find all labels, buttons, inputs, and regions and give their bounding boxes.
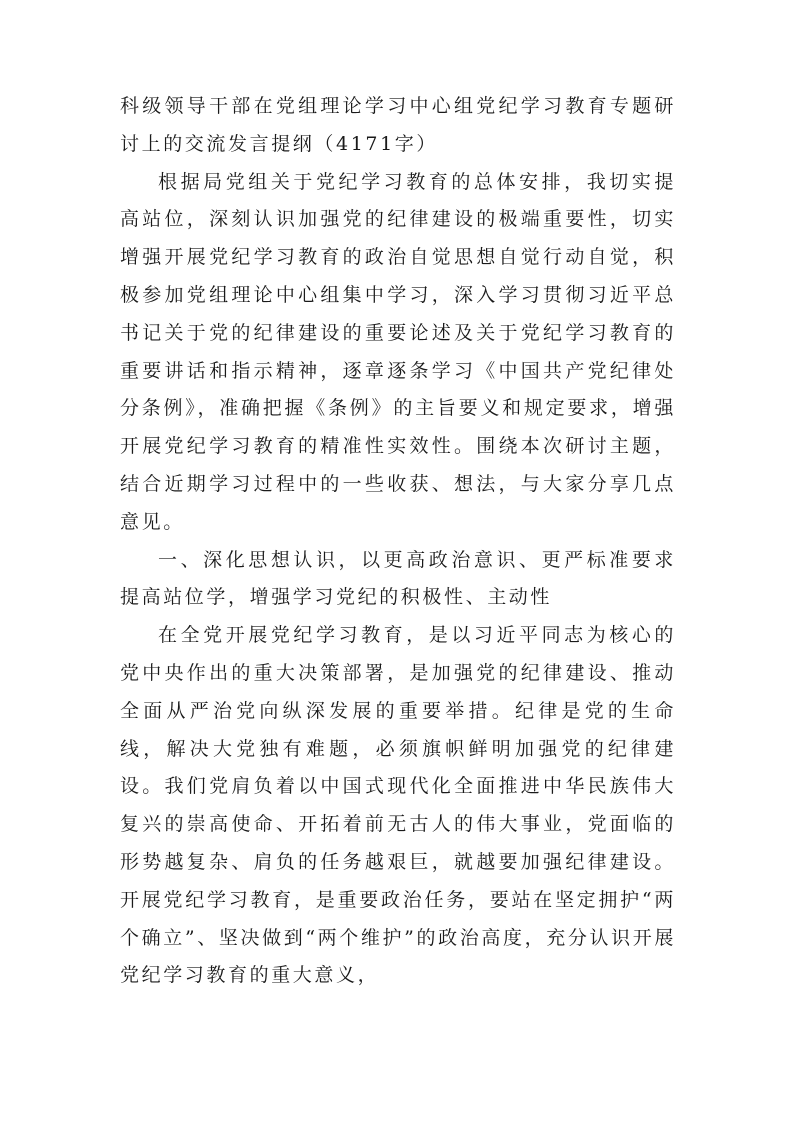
section-heading-1: 一、深化思想认识，以更高政治意识、更严标准要求提高站位学，增强学习党纪的积极性、主动性 bbox=[120, 548, 676, 609]
paragraph-section-1: 在全党开展党纪学习教育，是以习近平同志为核心的党中央作出的重大决策部署，是加强党的纪律建设、推动全面从严治党向纵深发展的重要举措。纪律是党的生命线，解决大党独有难题，必须旗帜鲜明加强党的纪律建设。我们党肩负着以中国式现代化全面推进中华民族伟大复兴的崇高使命、开拓着前无古人的伟大事业，党面临的形势越复杂、肩负的任务越艰巨，就越要加强纪律建设。开展党纪学习教育，是重要政治任务，要站在坚定拥护“两个确立”、坚决做到“两个维护”的政治高度，充分认识开展党纪学习教育的重大意义， bbox=[120, 624, 676, 987]
paragraph-intro: 根据局党组关于党纪学习教育的总体安排，我切实提高站位，深刻认识加强党的纪律建设的极端重要性，切实增强开展党纪学习教育的政治自觉思想自觉行动自觉，积极参加党组理论中心组集中学习，深入学习贯彻习近平总书记关于党的纪律建设的重要论述及关于党纪学习教育的重要讲话和指示精神，逐章逐条学习《中国共产党纪律处分条例》，准确把握《条例》的主旨要义和规定要求，增强开展党纪学习教育的精准性实效性。围绕本次研讨主题，结合近期学习过程中的一些收获、想法，与大家分享几点意见。 bbox=[120, 170, 676, 533]
document-body bbox=[120, 88, 676, 995]
document-title: 科级领导干部在党组理论学习中心组党纪学习教育专题研讨上的交流发言提纲（4171字） bbox=[120, 95, 676, 155]
